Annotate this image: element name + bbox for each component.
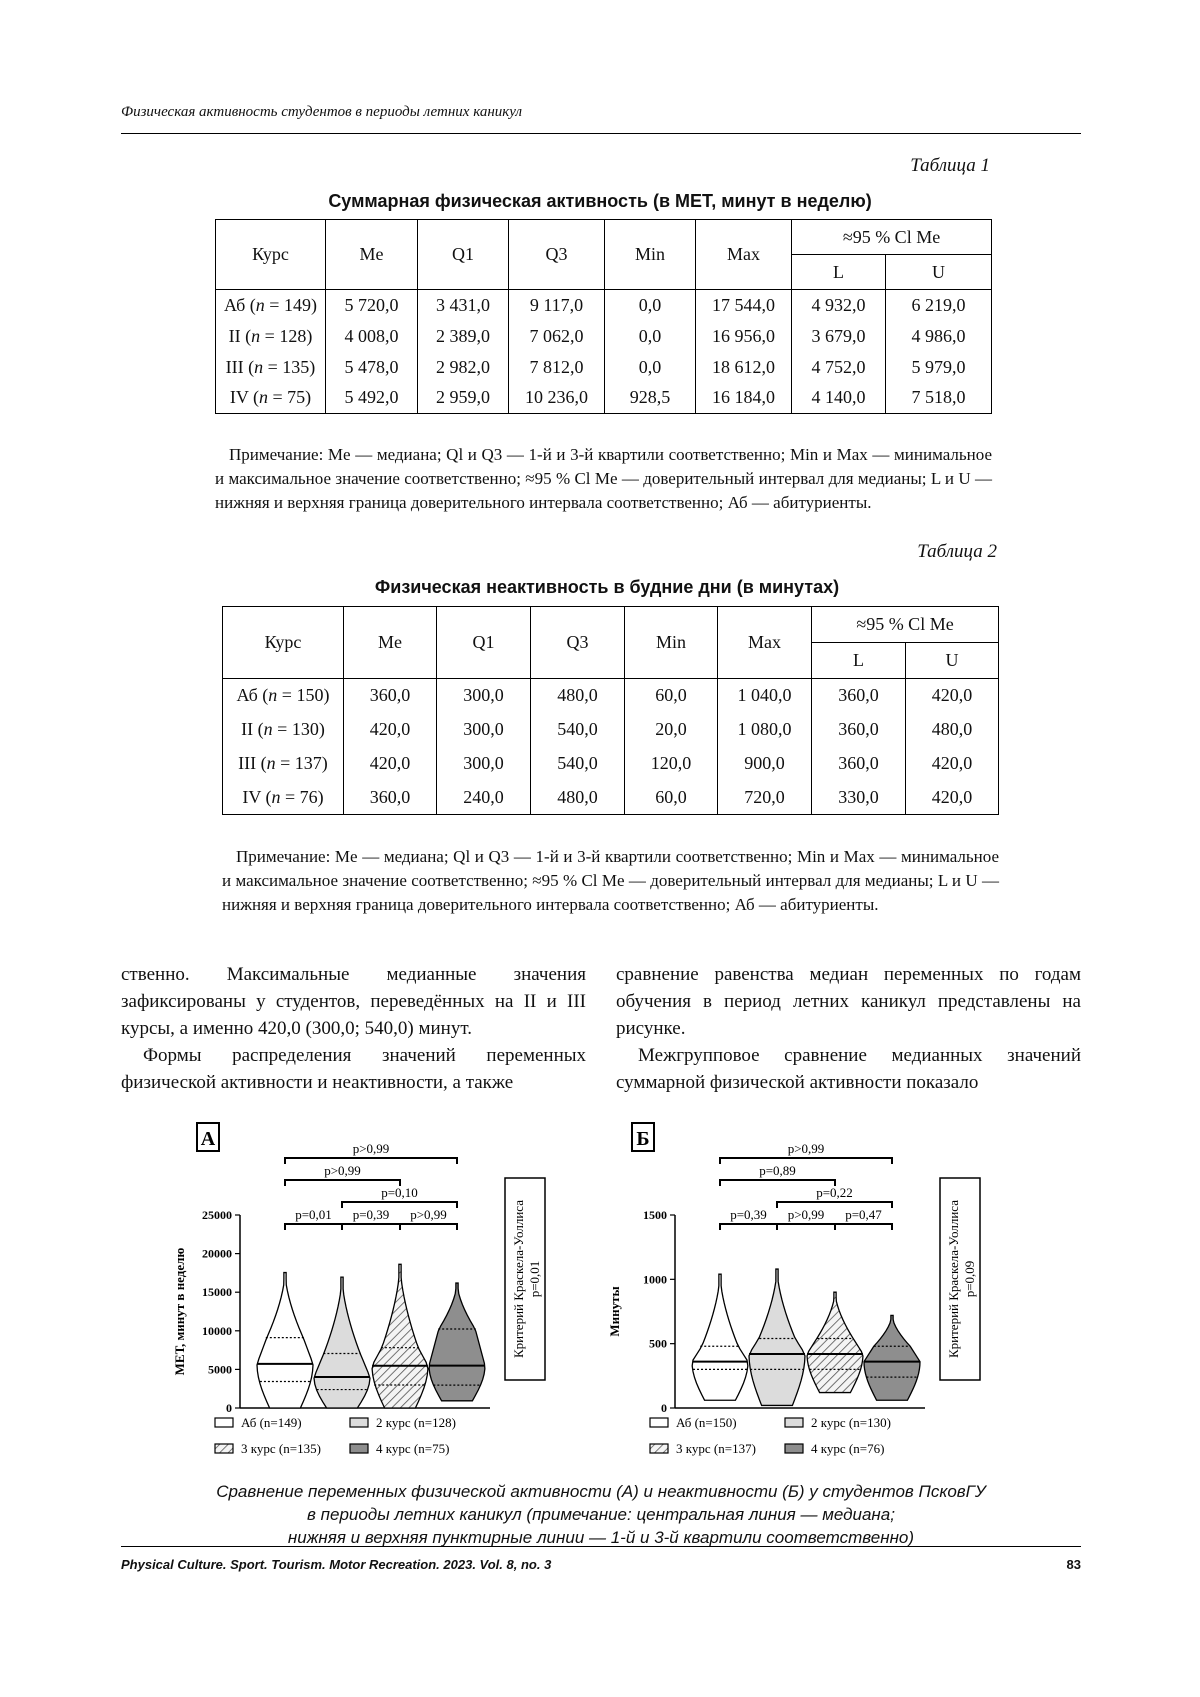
comparison-p-value: p=0,89 [759, 1163, 796, 1178]
table-cell: 1 080,0 [718, 713, 812, 747]
legend-label: 4 курс (n=75) [376, 1441, 450, 1456]
table-cell: 480,0 [531, 679, 625, 713]
table-cell: 3 679,0 [792, 321, 886, 352]
violin [749, 1269, 805, 1405]
comparison-bracket [285, 1158, 457, 1164]
course-cell: III (n = 137) [223, 747, 344, 781]
table-cell: 928,5 [605, 383, 696, 414]
running-head: Физическая активность студентов в периоды летних каникул [121, 104, 523, 120]
figure-caption [121, 1480, 1081, 1549]
legend-label: 2 курс (n=128) [376, 1415, 456, 1430]
legend-swatch [650, 1418, 668, 1427]
table2-col-q3: Q3 [531, 607, 625, 679]
table-cell: 360,0 [812, 679, 906, 713]
table-cell: 4 008,0 [326, 321, 418, 352]
table-cell: 5 720,0 [326, 290, 418, 321]
figure-panel-b [605, 1120, 1045, 1465]
figure-caption-line: нижняя и верхняя пунктирные линии — 1-й и 3-й квартили соответственно) [287, 1528, 915, 1547]
table2 [222, 606, 999, 815]
paragraph: Формы распределения значений переменных физической активности и неактивности, а также [121, 1045, 586, 1093]
y-tick-label: 1000 [643, 1272, 667, 1287]
test-p-value: p=0,01 [527, 1260, 542, 1298]
course-cell: III (n = 135) [216, 352, 326, 383]
table-cell: 60,0 [625, 679, 718, 713]
table-cell: 0,0 [605, 290, 696, 321]
table-row [216, 352, 992, 383]
comparison-p-value: p=0,39 [352, 1207, 390, 1222]
table-cell: 360,0 [812, 713, 906, 747]
course-cell: Аб (n = 150) [223, 679, 344, 713]
table1-title: Суммарная физическая активность (в МЕТ, минут в неделю) [328, 191, 872, 211]
paragraph: ственно. Максимальные медианные значения зафиксированы у студентов, переведённых на II и III курсы, а именно 420,0 (300,0; 540,0) минут. [121, 964, 586, 1039]
table-cell: 480,0 [531, 781, 625, 815]
table-cell: 120,0 [625, 747, 718, 781]
comparison-bracket [342, 1224, 400, 1230]
table-cell: 18 612,0 [696, 352, 792, 383]
table2-title: Физическая неактивность в будние дни (в минутах) [374, 577, 840, 597]
test-p-value: p=0,09 [962, 1260, 977, 1298]
table1-col-ci-u: U [886, 255, 992, 290]
figure-caption-line: в периоды летних каникул (примечание: центральная линия — медиана; [307, 1505, 895, 1524]
table-cell: 6 219,0 [886, 290, 992, 321]
y-tick-label: 1500 [643, 1208, 667, 1222]
table1-col-course: Курс [216, 220, 326, 290]
figure-panel-a [170, 1120, 610, 1465]
table-cell: 4 986,0 [886, 321, 992, 352]
comparison-p-value: p=0,22 [816, 1185, 853, 1200]
table1-col-q1: Q1 [418, 220, 509, 290]
test-name: Критерий Краскела-Уоллиса [511, 1200, 526, 1358]
table1 [215, 219, 992, 414]
y-axis-label: Минуты [607, 1286, 622, 1337]
table-cell: 17 544,0 [696, 290, 792, 321]
legend-swatch [785, 1418, 803, 1427]
table-cell: 330,0 [812, 781, 906, 815]
table-cell: 360,0 [812, 747, 906, 781]
table2-label: Таблица 2 [917, 541, 997, 562]
table-row [216, 383, 992, 414]
y-tick-label: 10000 [202, 1323, 232, 1338]
table1-col-ci: ≈95 % Cl Me [792, 220, 992, 255]
table-cell: 240,0 [437, 781, 531, 815]
table-cell: 300,0 [437, 713, 531, 747]
legend-swatch [215, 1418, 233, 1427]
comparison-p-value: p=0,10 [381, 1185, 418, 1200]
table1-col-q3: Q3 [509, 220, 605, 290]
y-tick-label: 5000 [208, 1362, 232, 1377]
table-cell: 720,0 [718, 781, 812, 815]
table1-note: Примечание: Me — медиана; Ql и Q3 — 1-й и 3-й квартили соответственно; Min и Max — минимальное и максимальное значение соответственно; ≈95 % Cl Me — доверительный интервал для медианы; L и U — нижняя и верхняя граница доверительного интервала соответственно; Аб — абитуриенты. [215, 445, 992, 512]
legend-label: 2 курс (n=130) [811, 1415, 891, 1430]
comparison-p-value: p=0,39 [730, 1207, 767, 1222]
table-row [223, 713, 999, 747]
table-cell: 5 478,0 [326, 352, 418, 383]
table-row [223, 679, 999, 713]
table-cell: 9 117,0 [509, 290, 605, 321]
table1-col-min: Min [605, 220, 696, 290]
y-axis-label: МЕТ, минут в неделю [172, 1247, 187, 1376]
comparison-p-value: p>0,99 [787, 1141, 825, 1156]
table-cell: 7 518,0 [886, 383, 992, 414]
table2-note: Примечание: Me — медиана; Ql и Q3 — 1-й и 3-й квартили соответственно; Min и Max — минимальное и максимальное значение соответственно; ≈95 % Cl Me — доверительный интервал для медианы; L и U — нижняя и верхняя граница доверительного интервала соответственно; Аб — абитуриенты. [222, 847, 999, 914]
course-cell: II (n = 128) [216, 321, 326, 352]
table-cell: 7 062,0 [509, 321, 605, 352]
legend-swatch [215, 1444, 233, 1453]
legend-label: 3 курс (n=135) [241, 1441, 321, 1456]
table-cell: 4 752,0 [792, 352, 886, 383]
y-tick-label: 0 [661, 1401, 667, 1415]
table-cell: 20,0 [625, 713, 718, 747]
table2-col-ci-u: U [906, 643, 999, 679]
table1-col-me: Me [326, 220, 418, 290]
table-cell: 5 979,0 [886, 352, 992, 383]
table-cell: 300,0 [437, 747, 531, 781]
table2-col-ci-l: L [812, 643, 906, 679]
table2-col-max: Max [718, 607, 812, 679]
course-cell: IV (n = 75) [216, 383, 326, 414]
paragraph: сравнение равенства медиан переменных по годам обучения в период летних каникул представлены на рисунке. [616, 964, 1081, 1039]
table1-col-max: Max [696, 220, 792, 290]
footer-rule [121, 1546, 1081, 1547]
legend-swatch [785, 1444, 803, 1453]
course-cell: II (n = 130) [223, 713, 344, 747]
table-row [216, 321, 992, 352]
violin [314, 1277, 370, 1408]
y-tick-label: 500 [649, 1336, 667, 1351]
comparison-p-value: p=0,01 [295, 1207, 332, 1222]
table-cell: 2 389,0 [418, 321, 509, 352]
table2-col-course: Курс [223, 607, 344, 679]
panel-letter: А [200, 1128, 216, 1150]
violin [257, 1273, 313, 1408]
table-cell: 2 959,0 [418, 383, 509, 414]
footer-journal: Physical Culture. Sport. Tourism. Motor Recreation. 2023. Vol. 8, no. 3 [121, 1557, 552, 1572]
table-cell: 16 956,0 [696, 321, 792, 352]
table2-col-ci: ≈95 % Cl Me [812, 607, 999, 643]
table-cell: 360,0 [344, 679, 437, 713]
table2-col-q1: Q1 [437, 607, 531, 679]
comparison-p-value: p>0,99 [324, 1163, 361, 1178]
y-tick-label: 20000 [202, 1246, 232, 1261]
y-tick-label: 15000 [202, 1285, 232, 1300]
table-cell: 540,0 [531, 747, 625, 781]
table-cell: 0,0 [605, 352, 696, 383]
table1-label: Таблица 1 [910, 155, 990, 176]
paragraph: Межгрупповое сравнение медианных значений суммарной физической активности показало [616, 1045, 1081, 1093]
table-cell: 420,0 [344, 713, 437, 747]
legend-label: Аб (n=149) [241, 1415, 302, 1430]
table-cell: 2 982,0 [418, 352, 509, 383]
table-cell: 5 492,0 [326, 383, 418, 414]
violin [692, 1274, 748, 1400]
table-row [223, 747, 999, 781]
table-row [223, 781, 999, 815]
comparison-p-value: p=0,47 [845, 1207, 882, 1222]
figure-caption-line: Сравнение переменных физической активности (А) и неактивности (Б) у студентов ПсковГУ [216, 1482, 986, 1501]
table-cell: 360,0 [344, 781, 437, 815]
table1-col-ci-l: L [792, 255, 886, 290]
legend-swatch [350, 1418, 368, 1427]
table-cell: 900,0 [718, 747, 812, 781]
comparison-bracket [285, 1224, 342, 1230]
legend-swatch [650, 1444, 668, 1453]
table-cell: 420,0 [906, 747, 999, 781]
comparison-bracket [777, 1224, 835, 1230]
legend-label: Аб (n=150) [676, 1415, 737, 1430]
text-column-left [121, 961, 586, 1096]
comparison-bracket [720, 1224, 777, 1230]
table-cell: 1 040,0 [718, 679, 812, 713]
panel-letter: Б [636, 1128, 650, 1150]
legend-label: 3 курс (n=137) [676, 1441, 756, 1456]
y-tick-label: 0 [226, 1401, 232, 1415]
comparison-bracket [720, 1158, 892, 1164]
table-cell: 3 431,0 [418, 290, 509, 321]
comparison-p-value: p>0,99 [410, 1207, 447, 1222]
test-name: Критерий Краскела-Уоллиса [946, 1200, 961, 1358]
legend-label: 4 курс (n=76) [811, 1441, 885, 1456]
table2-col-min: Min [625, 607, 718, 679]
footer-page-number: 83 [1066, 1557, 1081, 1572]
course-cell: IV (n = 76) [223, 781, 344, 815]
table-cell: 300,0 [437, 679, 531, 713]
violin [429, 1283, 485, 1401]
violin [372, 1264, 428, 1408]
table-cell: 10 236,0 [509, 383, 605, 414]
violin [807, 1292, 863, 1392]
comparison-bracket [400, 1224, 457, 1230]
table-cell: 0,0 [605, 321, 696, 352]
course-cell: Аб (n = 149) [216, 290, 326, 321]
text-column-right [616, 961, 1081, 1096]
table-cell: 4 932,0 [792, 290, 886, 321]
legend-swatch [350, 1444, 368, 1453]
table-cell: 4 140,0 [792, 383, 886, 414]
table2-col-me: Me [344, 607, 437, 679]
table-cell: 7 812,0 [509, 352, 605, 383]
table-cell: 480,0 [906, 713, 999, 747]
header-rule [121, 133, 1081, 134]
comparison-p-value: p>0,99 [352, 1141, 390, 1156]
table-cell: 16 184,0 [696, 383, 792, 414]
table-cell: 420,0 [344, 747, 437, 781]
table-cell: 60,0 [625, 781, 718, 815]
comparison-bracket [835, 1224, 892, 1230]
table-cell: 540,0 [531, 713, 625, 747]
violin [864, 1315, 920, 1400]
table-row [216, 290, 992, 321]
y-tick-label: 25000 [202, 1208, 232, 1222]
table-cell: 420,0 [906, 781, 999, 815]
table-cell: 420,0 [906, 679, 999, 713]
comparison-p-value: p>0,99 [787, 1207, 825, 1222]
